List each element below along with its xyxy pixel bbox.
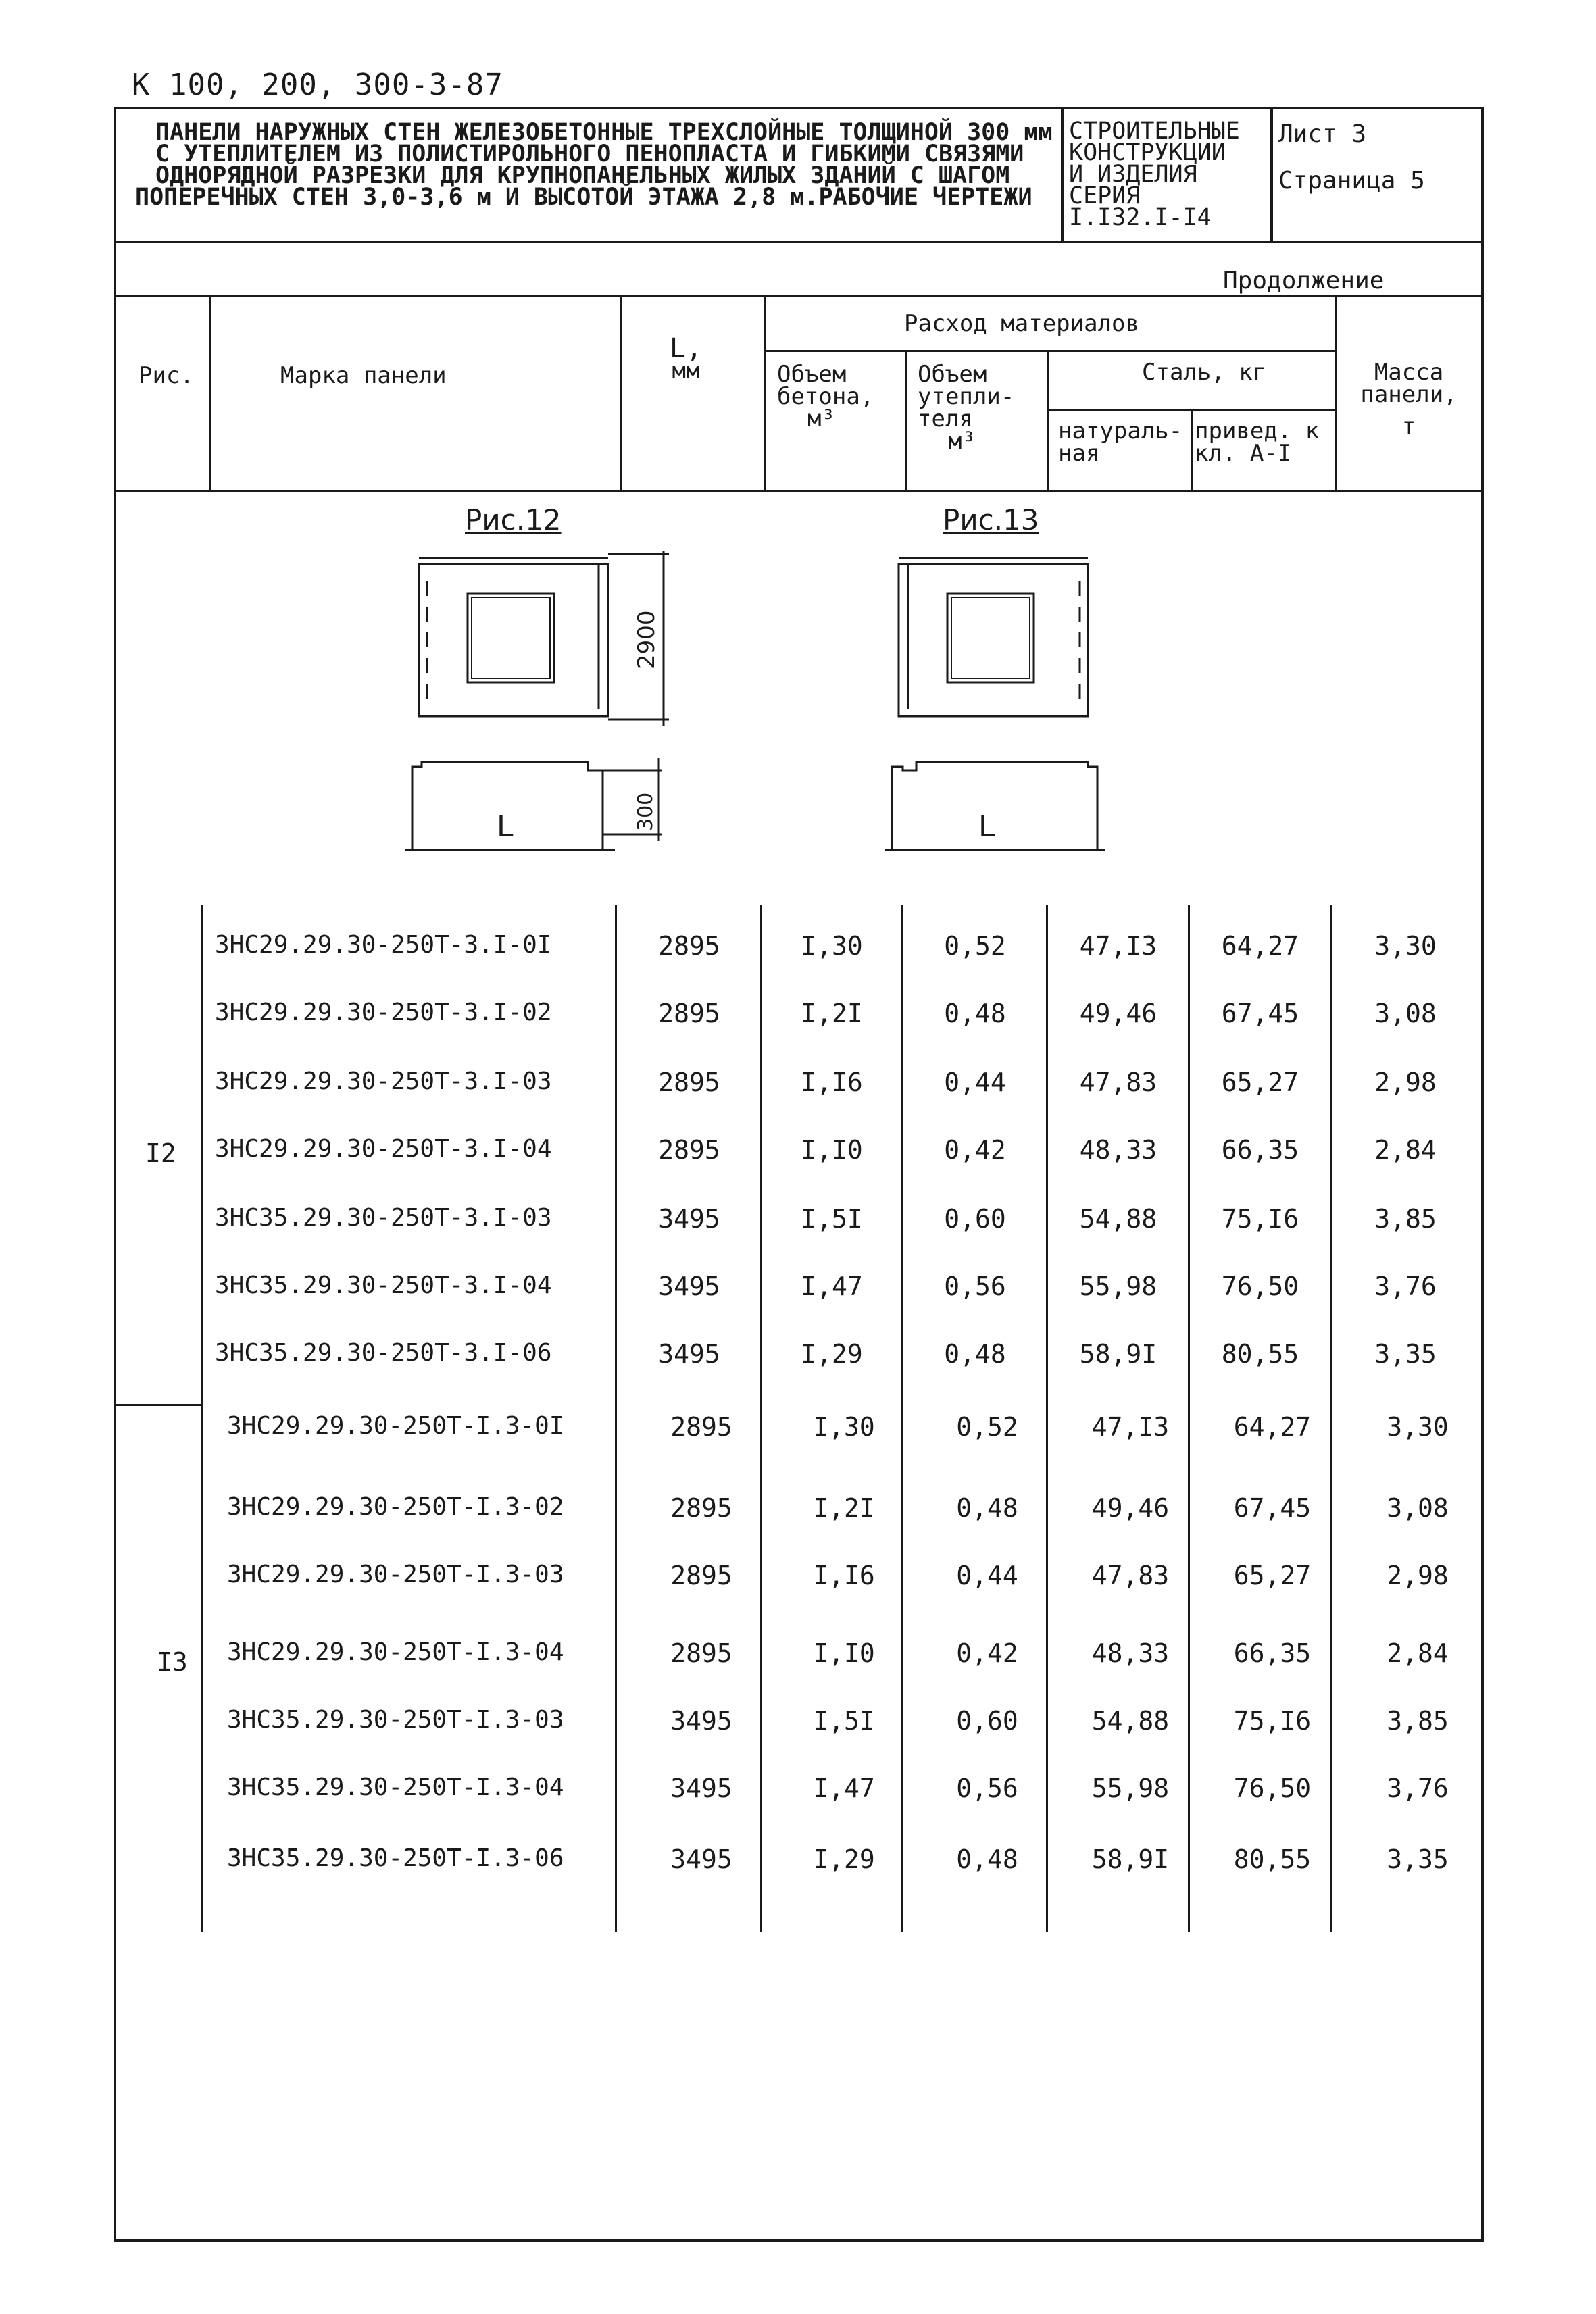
table-row [0,1272,1596,1305]
cell-length: 2895 [670,1638,732,1668]
cell-concrete: I,5I [801,1204,863,1234]
cell-steel-natural: 47,I3 [1079,931,1157,961]
title-line: ПОПЕРЕЧНЫХ СТЕН 3,0-3,6 м И ВЫСОТОЙ ЭТАЖА 2,8 м.РАБОЧИЕ ЧЕРТЕЖИ [135,184,1032,211]
cell-mass: 3,85 [1374,1204,1437,1234]
window-opening-inner [472,597,550,678]
series-line: СЕРИЯ [1069,182,1141,209]
cell-steel-reduced: 67,45 [1221,999,1299,1028]
cell-steel-natural: 47,83 [1091,1561,1170,1590]
window-opening [468,593,554,682]
cell-steel-reduced: 67,45 [1233,1493,1312,1523]
cell-concrete: I,I0 [801,1135,863,1165]
length-header-unit: мм [672,357,700,384]
length-label: L [978,809,995,844]
cell-steel-reduced: 76,50 [1221,1272,1299,1301]
title-divider-2 [1270,107,1273,242]
panel-outline [899,564,1088,716]
cell-length: 3495 [658,1339,720,1369]
cell-mark: 3НС29.29.30-250Т-I.3-04 [227,1638,564,1666]
table-row [0,1204,1596,1238]
header-vline-mark [620,295,622,491]
header-vline-insulation [1047,350,1049,491]
header-vline-length [764,295,766,491]
header-top [114,295,1484,297]
column-header-mark: Марка панели [280,362,447,389]
figure-13-drawing [872,540,1115,872]
window-opening [947,593,1034,682]
cell-concrete: I,I6 [813,1561,875,1590]
cell-steel-reduced: 64,27 [1221,931,1299,961]
cell-insulation: 0,44 [944,1067,1006,1097]
window-opening-inner [951,597,1030,678]
cell-length: 2895 [658,931,720,961]
header-vline-concrete [905,350,907,491]
insulation-header-line: теля [918,405,973,432]
cell-concrete: I,47 [813,1774,875,1803]
mass-header-line: панели, [1360,381,1457,408]
reduced-header-line: кл. А-I [1195,440,1292,467]
cell-concrete: I,5I [813,1706,875,1736]
cell-insulation: 0,56 [944,1272,1006,1301]
cell-insulation: 0,42 [944,1135,1006,1165]
figure-13-label: Рис.13 [943,503,1039,536]
cell-concrete: I,47 [801,1272,863,1301]
cell-insulation: 0,48 [944,1339,1006,1369]
cell-length: 2895 [658,999,720,1028]
cell-steel-reduced: 64,27 [1233,1412,1312,1442]
cell-mark: 3НС35.29.30-250Т-I.3-04 [227,1774,564,1801]
cell-steel-natural: 48,33 [1091,1638,1170,1668]
concrete-header-line: Объем [777,361,847,388]
cell-mark: 3НС29.29.30-250Т-3.I-0I [215,931,552,959]
cell-steel-natural: 49,46 [1079,999,1157,1028]
cell-steel-reduced: 80,55 [1221,1339,1299,1369]
concrete-header-line: бетона, [777,383,874,410]
cell-mass: 3,76 [1387,1774,1449,1803]
series-line: И ИЗДЕЛИЯ [1069,161,1197,188]
cell-mass: 3,30 [1374,931,1437,961]
cell-mass: 2,84 [1374,1135,1437,1165]
cell-concrete: I,29 [813,1844,875,1874]
reduced-header-line: привед. к [1195,418,1320,445]
cell-mark: 3НС29.29.30-250Т-3.I-04 [215,1135,552,1163]
cell-steel-natural: 47,83 [1079,1067,1157,1097]
page-number: Страница 5 [1278,167,1425,195]
cell-mark: 3НС35.29.30-250Т-3.I-04 [215,1272,552,1299]
column-header-steel: Сталь, кг [1142,359,1267,386]
group-separator [114,1404,203,1406]
title-bottom [114,241,1484,243]
table-row [0,999,1596,1032]
column-header-steel-reduced [1195,420,1319,465]
cell-insulation: 0,42 [956,1638,1018,1668]
title-line: С УТЕПЛИТЕЛЕМ ИЗ ПОЛИСТИРОЛЬНОГО ПЕНОПЛАСТА И ГИБКИМИ СВЯЗЯМИ [155,141,1024,168]
cell-mark: 3НС29.29.30-250Т-I.3-03 [227,1561,564,1588]
cell-steel-natural: 54,88 [1091,1706,1170,1736]
cell-mass: 3,35 [1374,1339,1437,1369]
cell-mark: 3НС35.29.30-250Т-3.I-03 [215,1204,552,1232]
cell-mark: 3НС35.29.30-250Т-I.3-06 [227,1844,564,1872]
insulation-header-line: утепли- [918,383,1015,410]
cell-steel-reduced: 80,55 [1233,1844,1312,1874]
cell-length: 3495 [670,1706,732,1736]
series-line: КОНСТРУКЦИИ [1069,139,1226,166]
document-title [135,119,1054,211]
cell-mark: 3НС35.29.30-250Т-3.I-06 [215,1339,552,1367]
column-header-length [649,333,723,384]
natural-header-line: натураль- [1058,418,1183,445]
cell-mass: 3,85 [1387,1706,1449,1736]
table-row [0,1706,1596,1740]
series-line: СТРОИТЕЛЬНЫЕ [1069,118,1240,145]
group-fig-label: I3 [157,1647,188,1677]
cell-steel-natural: 55,98 [1079,1272,1157,1301]
cell-length: 2895 [658,1067,720,1097]
table-row [0,1561,1596,1594]
group-fig-label: I2 [145,1138,176,1168]
panel-outline [419,564,608,716]
cell-concrete: I,I6 [801,1067,863,1097]
length-header-line: L, [669,333,703,364]
cell-steel-reduced: 75,I6 [1221,1204,1299,1234]
table-row [0,1844,1596,1878]
cell-mark: 3НС35.29.30-250Т-I.3-03 [227,1706,564,1734]
header-bottom [114,490,1484,492]
cell-concrete: I,30 [801,931,863,961]
cell-mass: 3,35 [1387,1844,1449,1874]
column-header-insulation [918,363,1014,453]
frame-top [114,107,1484,109]
thickness-dimension-label: 300 [634,792,657,831]
table-row [0,1638,1596,1672]
cell-concrete: I,2I [813,1493,875,1523]
frame-left [114,107,116,2242]
cell-steel-reduced: 65,27 [1221,1067,1299,1097]
cell-length: 2895 [670,1412,732,1442]
cell-insulation: 0,56 [956,1774,1018,1803]
cell-concrete: I,2I [801,999,863,1028]
column-header-mass [1341,361,1476,438]
column-header-fig: Рис. [139,362,194,389]
column-header-concrete [777,363,874,430]
cell-insulation: 0,52 [944,931,1006,961]
header-vline-fig [209,295,211,491]
table-row [0,1412,1596,1446]
length-label: L [497,809,514,844]
table-row [0,1135,1596,1169]
cell-length: 3495 [658,1272,720,1301]
title-line: ОДНОРЯДНОЙ РАЗРЕЗКИ ДЛЯ КРУПНОПАНЕЛЬНЫХ ЖИЛЫХ ЗДАНИЙ С ШАГОМ [155,162,1010,189]
cell-insulation: 0,60 [944,1204,1006,1234]
cell-concrete: I,30 [813,1412,875,1442]
cell-mass: 3,08 [1374,999,1437,1028]
cell-steel-natural: 48,33 [1079,1135,1157,1165]
insulation-header-line: Объем [918,361,987,388]
cell-insulation: 0,48 [944,999,1006,1028]
header-vline-mass [1335,295,1337,491]
cell-length: 2895 [670,1561,732,1590]
cell-concrete: I,I0 [813,1638,875,1668]
table-row [0,1493,1596,1527]
cell-mass: 2,98 [1374,1067,1437,1097]
cell-steel-reduced: 76,50 [1233,1774,1312,1803]
sheet-number: Лист 3 [1278,120,1367,148]
cell-mark: 3НС29.29.30-250Т-I.3-02 [227,1493,564,1521]
cell-steel-natural: 58,9I [1091,1844,1170,1874]
series-block [1069,118,1240,231]
cell-length: 3495 [670,1844,732,1874]
cell-mass: 3,08 [1387,1493,1449,1523]
cell-mass: 2,98 [1387,1561,1449,1590]
figure-12-drawing [392,540,689,872]
cell-mass: 2,84 [1387,1638,1449,1668]
title-divider-1 [1061,107,1064,242]
cell-length: 3495 [658,1204,720,1234]
cell-concrete: I,29 [801,1339,863,1369]
table-row [0,931,1596,965]
cell-length: 2895 [658,1135,720,1165]
cell-steel-natural: 47,I3 [1091,1412,1170,1442]
cell-steel-natural: 58,9I [1079,1339,1157,1369]
frame-right [1481,107,1484,2242]
title-line: ПАНЕЛИ НАРУЖНЫХ СТЕН ЖЕЛЕЗОБЕТОННЫЕ ТРЕХСЛОЙНЫЕ ТОЛЩИНОЙ 300 мм [155,119,1053,146]
cell-mark: 3НС29.29.30-250Т-3.I-02 [215,999,552,1026]
cell-steel-natural: 49,46 [1091,1493,1170,1523]
insulation-header-unit: м³ [948,428,976,455]
mass-header-line: Масса [1374,359,1444,386]
table-row [0,1339,1596,1373]
height-dimension-label: 2900 [633,610,660,669]
cell-insulation: 0,48 [956,1493,1018,1523]
document-code: К 100, 200, 300-3-87 [132,68,503,102]
concrete-header-unit: м³ [807,405,835,432]
cell-insulation: 0,44 [956,1561,1018,1590]
column-header-steel-natural [1058,420,1182,465]
table-row [0,1774,1596,1807]
cell-steel-reduced: 65,27 [1233,1561,1312,1590]
cell-length: 2895 [670,1493,732,1523]
series-number: I.I32.I-I4 [1069,204,1212,231]
column-header-materials: Расход материалов [904,310,1139,337]
cell-insulation: 0,60 [956,1706,1018,1736]
continuation-label: Продолжение [1223,267,1385,295]
cell-mark: 3НС29.29.30-250Т-3.I-03 [215,1067,552,1095]
cell-steel-natural: 55,98 [1091,1774,1170,1803]
cell-insulation: 0,48 [956,1844,1018,1874]
cell-steel-reduced: 66,35 [1233,1638,1312,1668]
frame-bottom [114,2239,1484,2242]
cell-length: 3495 [670,1774,732,1803]
table-row [0,1067,1596,1101]
mass-header-unit: т [1401,413,1416,440]
cell-mark: 3НС29.29.30-250Т-I.3-0I [227,1412,564,1440]
cell-steel-natural: 54,88 [1079,1204,1157,1234]
cell-steel-reduced: 66,35 [1221,1135,1299,1165]
header-materials-bottom [764,350,1335,352]
cell-mass: 3,30 [1387,1412,1449,1442]
cell-steel-reduced: 75,I6 [1233,1706,1312,1736]
header-vline-steel [1191,409,1193,490]
cell-insulation: 0,52 [956,1412,1018,1442]
figure-12-label: Рис.12 [465,503,562,536]
cell-mass: 3,76 [1374,1272,1437,1301]
natural-header-line: ная [1058,440,1100,467]
